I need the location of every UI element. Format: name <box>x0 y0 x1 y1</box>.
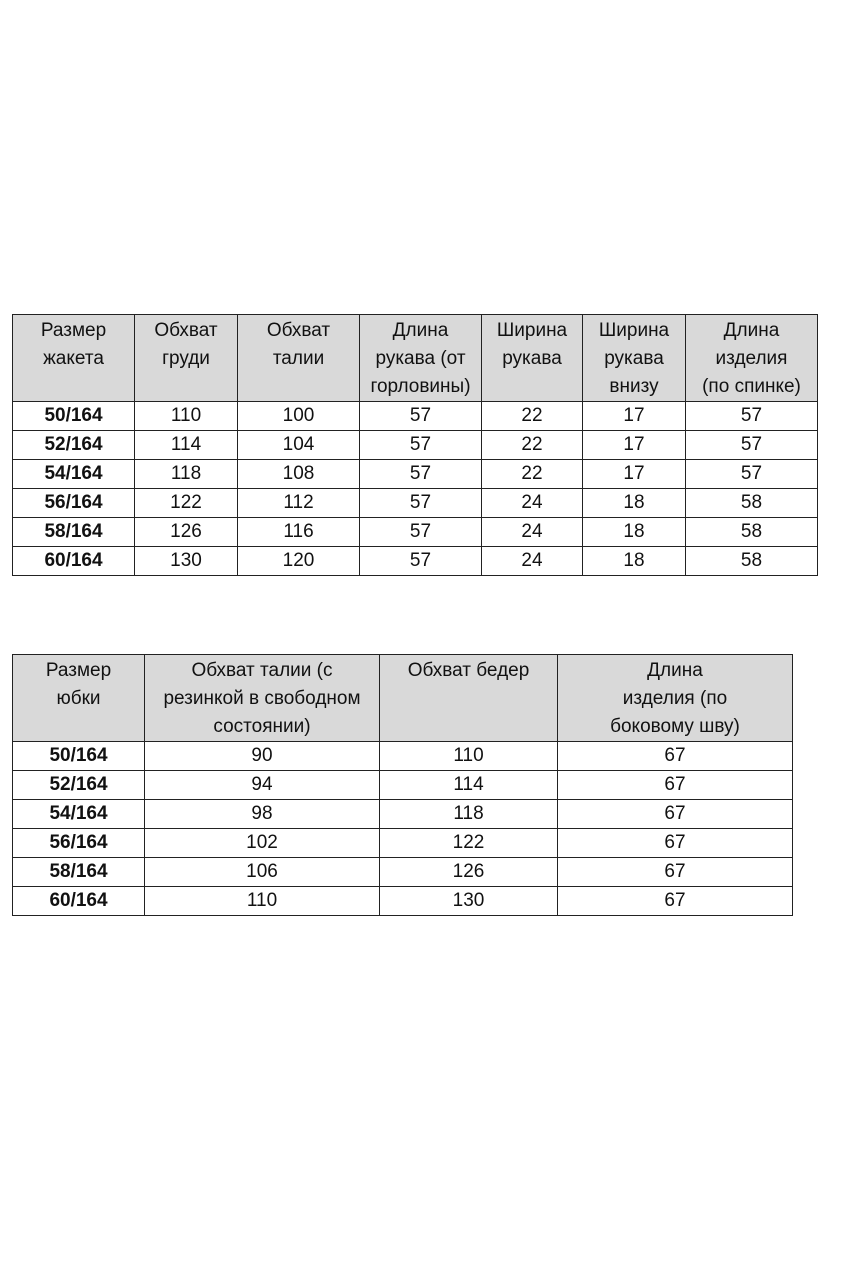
table-cell: 118 <box>380 800 558 829</box>
size-cell: 58/164 <box>13 858 145 887</box>
table-cell: 57 <box>360 402 482 431</box>
table-cell: 17 <box>583 431 686 460</box>
table-cell: 122 <box>135 489 238 518</box>
table-cell: 57 <box>360 431 482 460</box>
table-row <box>13 771 793 800</box>
table-row <box>13 742 793 771</box>
table-cell: 67 <box>558 858 793 887</box>
table-cell: 58 <box>686 489 818 518</box>
table-row <box>13 887 793 916</box>
skirt-header-length: Длина изделия (по боковому шву) <box>558 655 793 742</box>
jacket-size-table <box>12 314 818 576</box>
table-cell: 67 <box>558 771 793 800</box>
table-cell: 94 <box>145 771 380 800</box>
table-cell: 24 <box>482 489 583 518</box>
jacket-header-sleeve-bottom-width: Ширина рукава внизу <box>583 315 686 402</box>
table-cell: 114 <box>380 771 558 800</box>
size-cell: 50/164 <box>13 402 135 431</box>
table-row <box>13 402 818 431</box>
table-cell: 98 <box>145 800 380 829</box>
size-cell: 60/164 <box>13 547 135 576</box>
table-cell: 57 <box>686 402 818 431</box>
table-cell: 130 <box>380 887 558 916</box>
size-cell: 60/164 <box>13 887 145 916</box>
table-cell: 17 <box>583 402 686 431</box>
table-cell: 122 <box>380 829 558 858</box>
table-row <box>13 547 818 576</box>
table-cell: 17 <box>583 460 686 489</box>
jacket-header-chest: Обхват груди <box>135 315 238 402</box>
table-cell: 57 <box>360 547 482 576</box>
skirt-header-row <box>13 655 793 742</box>
size-cell: 54/164 <box>13 800 145 829</box>
jacket-header-length: Длина изделия (по спинке) <box>686 315 818 402</box>
size-cell: 56/164 <box>13 829 145 858</box>
table-cell: 108 <box>238 460 360 489</box>
table-cell: 22 <box>482 460 583 489</box>
table-cell: 58 <box>686 547 818 576</box>
table-cell: 18 <box>583 518 686 547</box>
size-cell: 52/164 <box>13 771 145 800</box>
table-cell: 102 <box>145 829 380 858</box>
table-cell: 110 <box>135 402 238 431</box>
table-cell: 57 <box>360 518 482 547</box>
size-cell: 58/164 <box>13 518 135 547</box>
table-cell: 22 <box>482 402 583 431</box>
table-cell: 67 <box>558 742 793 771</box>
table-cell: 57 <box>686 431 818 460</box>
table-cell: 110 <box>380 742 558 771</box>
table-cell: 18 <box>583 489 686 518</box>
table-cell: 24 <box>482 518 583 547</box>
table-cell: 24 <box>482 547 583 576</box>
table-row <box>13 518 818 547</box>
table-cell: 22 <box>482 431 583 460</box>
table-cell: 57 <box>686 460 818 489</box>
table-cell: 120 <box>238 547 360 576</box>
skirt-header-size: Размер юбки <box>13 655 145 742</box>
table-cell: 67 <box>558 800 793 829</box>
table-cell: 67 <box>558 887 793 916</box>
size-cell: 50/164 <box>13 742 145 771</box>
table-cell: 130 <box>135 547 238 576</box>
table-cell: 18 <box>583 547 686 576</box>
size-cell: 56/164 <box>13 489 135 518</box>
jacket-header-row <box>13 315 818 402</box>
table-cell: 118 <box>135 460 238 489</box>
table-cell: 106 <box>145 858 380 887</box>
table-row <box>13 460 818 489</box>
table-cell: 116 <box>238 518 360 547</box>
table-cell: 58 <box>686 518 818 547</box>
table-cell: 126 <box>380 858 558 887</box>
jacket-header-sleeve-length: Длина рукава (от горловины) <box>360 315 482 402</box>
skirt-header-hips: Обхват бедер <box>380 655 558 742</box>
table-row <box>13 800 793 829</box>
table-cell: 67 <box>558 829 793 858</box>
table-row <box>13 431 818 460</box>
table-row <box>13 489 818 518</box>
size-cell: 52/164 <box>13 431 135 460</box>
table-cell: 57 <box>360 489 482 518</box>
table-cell: 112 <box>238 489 360 518</box>
size-cell: 54/164 <box>13 460 135 489</box>
table-cell: 114 <box>135 431 238 460</box>
jacket-header-waist: Обхват талии <box>238 315 360 402</box>
skirt-size-table <box>12 654 793 916</box>
jacket-header-sleeve-width: Ширина рукава <box>482 315 583 402</box>
jacket-header-size: Размер жакета <box>13 315 135 402</box>
table-cell: 104 <box>238 431 360 460</box>
table-cell: 90 <box>145 742 380 771</box>
table-cell: 57 <box>360 460 482 489</box>
table-row <box>13 858 793 887</box>
skirt-header-waist: Обхват талии (с резинкой в свободном состоянии) <box>145 655 380 742</box>
table-cell: 126 <box>135 518 238 547</box>
table-row <box>13 829 793 858</box>
table-cell: 110 <box>145 887 380 916</box>
table-cell: 100 <box>238 402 360 431</box>
